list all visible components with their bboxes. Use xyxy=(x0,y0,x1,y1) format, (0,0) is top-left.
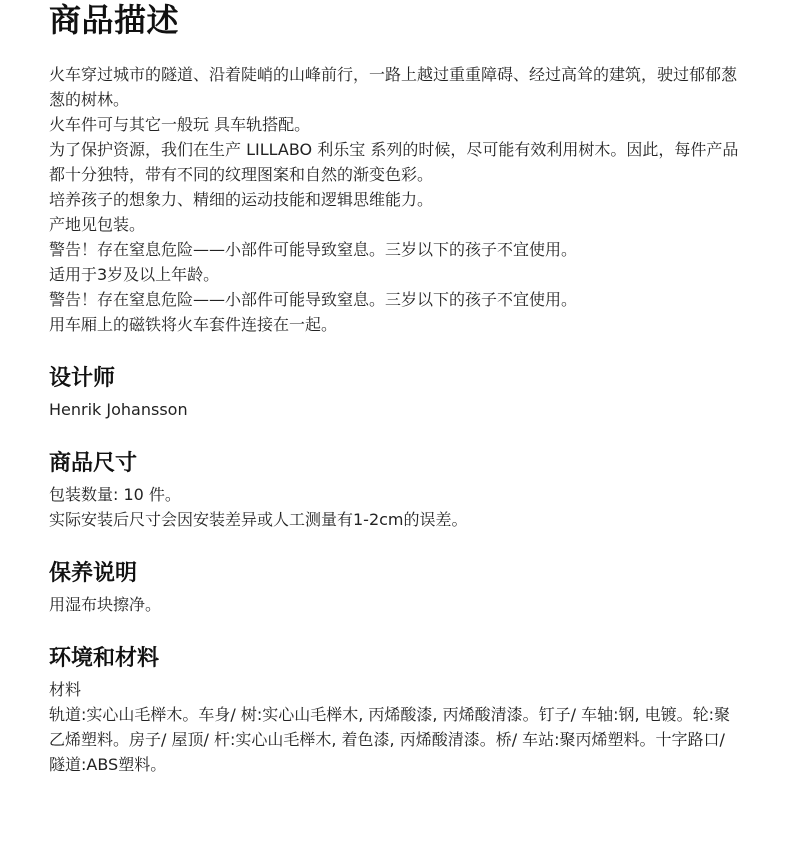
product-description-block xyxy=(49,62,739,337)
care-section xyxy=(49,559,739,617)
description-paragraph: 产地见包装。 xyxy=(49,215,146,234)
care-instruction: 用湿布块擦净。 xyxy=(49,595,162,614)
description-paragraph: 用车厢上的磁铁将火车套件连接在一起。 xyxy=(49,315,338,334)
size-tolerance-note: 实际安装后尺寸会因安装差异或人工测量有1-2cm的误差。 xyxy=(49,510,468,529)
product-size-heading: 商品尺寸 xyxy=(49,451,138,476)
description-paragraph: 适用于3岁及以上年龄。 xyxy=(49,265,220,284)
description-paragraph: 警告！存在窒息危险——小部件可能导致窒息。三岁以下的孩子不宜使用。 xyxy=(49,240,578,259)
description-paragraph: 火车件可与其它一般玩 具车轨搭配。 xyxy=(49,115,311,134)
environment-materials-section xyxy=(49,644,739,777)
designer-name: Henrik Johansson xyxy=(49,400,188,419)
description-paragraph: 警告！存在窒息危险——小部件可能导致窒息。三岁以下的孩子不宜使用。 xyxy=(49,290,578,309)
product-info-panel xyxy=(49,0,739,777)
designer-heading: 设计师 xyxy=(49,366,116,391)
description-paragraph: 为了保护资源，我们在生产 LILLABO 利乐宝 系列的时候，尽可能有效利用树木。因此，每件产品都十分独特，带有不同的纹理图案和自然的渐变色彩。 xyxy=(49,140,739,184)
page-title: 商品描述 xyxy=(49,1,180,39)
designer-section xyxy=(49,364,739,422)
environment-heading: 环境和材料 xyxy=(49,646,160,671)
description-paragraph: 火车穿过城市的隧道、沿着陡峭的山峰前行，一路上越过重重障碍、经过高耸的建筑，驶过郁郁葱葱的树林。 xyxy=(49,65,738,109)
care-heading: 保养说明 xyxy=(49,561,138,586)
description-paragraph: 培养孩子的想象力、精细的运动技能和逻辑思维能力。 xyxy=(49,190,434,209)
product-size-section xyxy=(49,449,739,532)
package-quantity: 包装数量: 10 件。 xyxy=(49,485,181,504)
materials-subtitle: 材料 xyxy=(49,680,82,699)
materials-text: 轨道:实心山毛榉木。车身/ 树:实心山毛榉木, 丙烯酸漆, 丙烯酸清漆。钉子/ 车轴:钢, 电镀。轮:聚乙烯塑料。房子/ 屋顶/ 杆:实心山毛榉木, 着色漆, 丙烯酸清漆。桥/ 车站:聚丙烯塑料。十字路口/ 隧道:ABS塑料。 xyxy=(49,705,731,774)
